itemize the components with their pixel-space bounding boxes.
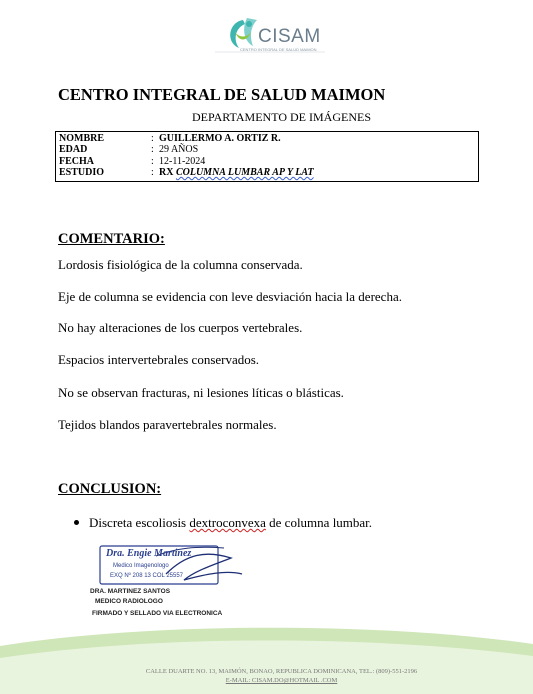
signer-role: MEDICO RADIOLOGO [95,598,163,605]
info-label: ESTUDIO [59,166,105,178]
comentario-line: Espacios intervertebrales conservados. [58,352,260,367]
comentario-line: Eje de columna se evidencia con leve desviación hacia la derecha. [58,289,402,304]
logo-text: CISAM [258,26,321,47]
info-value [159,167,314,178]
patient-info-box [55,131,479,182]
comentario-line: Lordosis fisiológica de la columna conservada. [58,257,303,272]
conclusion-text-marked: dextroconvexa [189,515,266,530]
study-prefix: RX [159,166,176,178]
signer-name: DRA. MARTINEZ SANTOS [90,588,171,595]
comentario-line: No se observan fracturas, ni lesiones líticas o blásticas. [58,385,344,400]
bullet-dot-icon [74,520,79,525]
stamp-line-2: Medico Imagenologo [113,563,169,569]
info-colon: : [151,144,154,156]
conclusion-heading: CONCLUSION: [58,481,162,497]
info-value: GUILLERMO A. ORTIZ R. [159,133,281,144]
stamp-name: Dra. Engie Martinez [106,548,192,559]
info-colon: : [151,166,154,178]
document-title: CENTRO INTEGRAL DE SALUD MAIMON [58,85,386,104]
patient-row-name [59,133,478,144]
conclusion-bullet [74,515,372,531]
email-link[interactable]: CISAM.DO@HOTMAIL .COM [251,677,338,684]
info-label: EDAD [59,144,88,156]
stamp-line-3: EXQ Nº 208 13 COL 25557 [110,573,184,579]
info-label: FECHA [59,155,94,167]
info-label: NOMBRE [59,133,104,144]
study-name: COLUMNA LUMBAR AP Y LAT [175,166,314,178]
logo-subtitle: CENTRO INTEGRAL DE SALUD MAIMON [240,47,317,52]
info-colon: : [151,155,154,167]
comentario-line: No hay alteraciones de los cuerpos vertebrales. [58,320,303,335]
comentario-line: Tejidos blandos paravertebrales normales. [58,417,277,432]
info-colon: : [151,133,154,144]
patient-row-study [59,167,478,178]
info-value: 12-11-2024 [159,155,206,167]
patient-row-date [59,156,478,167]
conclusion-text-before: Discreta escoliosis [89,515,190,530]
footer-address: CALLE DUARTE NO. 13, MAIMÓN, BONAO, REPUBLICA DOMINICANA, TEL.: (809)-551-2196 [145,668,418,675]
patient-row-age [59,144,478,155]
conclusion-text-after: de columna lumbar. [265,515,373,530]
comentario-heading: COMENTARIO: [58,231,165,247]
signature-note: FIRMADO Y SELLADO VIA ELECTRONICA [92,610,223,617]
info-value: 29 AÑOS [159,144,199,156]
footer-email [0,677,533,684]
department-name: DEPARTAMENTO DE IMÁGENES [192,110,371,124]
email-prefix: E-MAIL: [225,677,252,684]
